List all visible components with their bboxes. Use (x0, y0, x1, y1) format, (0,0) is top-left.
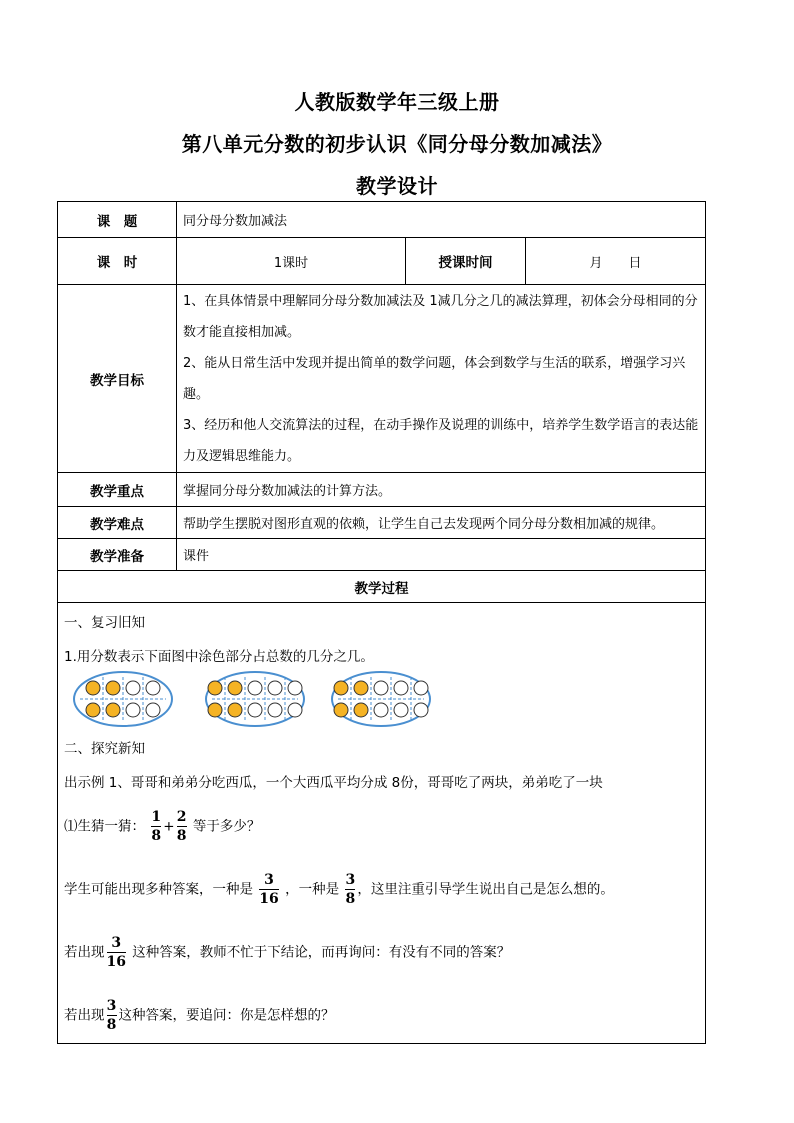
hours-value: 1课时 (177, 238, 406, 285)
empty-dot (414, 703, 428, 717)
case-text: 若出现 (64, 944, 105, 961)
answers-text: 学生可能出现多种答案，一种是 (64, 881, 253, 898)
doc-heading: 教学设计 (356, 174, 438, 198)
topic-label: 课 题 (58, 202, 177, 238)
time-value: 月 日 (526, 238, 706, 285)
empty-dot (374, 703, 388, 717)
time-label: 授课时间 (406, 238, 526, 285)
goal-item: 3、经历和他人交流算法的过程，在动手操作及说理的训练中，培养学生数学语言的表达能力及逻辑思维能力。 (183, 417, 699, 464)
answers-text: ，一种是 (285, 881, 340, 898)
review-heading: 一、复习旧知 (64, 615, 145, 631)
goal-item: 2、能从日常生活中发现并提出简单的数学问题，体会到数学与生活的联系，增强学习兴趣。 (183, 355, 686, 402)
key-label: 教学重点 (58, 473, 177, 507)
lesson-plan-table (57, 201, 706, 1044)
empty-dot (248, 681, 262, 695)
empty-dot (288, 681, 302, 695)
answers-text: ，这里注重引导学生说出自己是怎么想的。 (357, 881, 614, 898)
empty-dot (268, 703, 282, 717)
topic-value: 同分母分数加减法 (177, 202, 706, 238)
fraction: $\frac{1}{8}$ (151, 809, 162, 844)
empty-dot (146, 681, 160, 695)
empty-dot (126, 703, 140, 717)
fraction: $\frac{3}{16}$ (106, 935, 126, 970)
case-text: 这种答案，教师不忙于下结论，而再询问：有没有不同的答案？ (127, 944, 511, 961)
shaded-dot (208, 681, 222, 695)
goal-item: 1、在具体情景中理解同分母分数加减法及 1减几分之几的减法算理，初体会分母相同的分数才能直接相加减。 (183, 293, 698, 340)
empty-dot (126, 681, 140, 695)
shaded-dot (228, 703, 242, 717)
fraction: $\frac{2}{8}$ (176, 809, 187, 844)
shaded-dot (334, 681, 348, 695)
guess-suffix: 等于多少？ (192, 818, 261, 835)
fraction: $\frac{3}{16}$ (259, 872, 279, 907)
shaded-dot (106, 703, 120, 717)
review-question: 1.用分数表示下面图中涂色部分占总数的几分之几。 (64, 649, 374, 665)
key-value: 掌握同分母分数加减法的计算方法。 (177, 473, 706, 507)
case1-line (64, 935, 699, 970)
shaded-dot (106, 681, 120, 695)
case-text: 若出现 (64, 1007, 105, 1024)
dots-figure (72, 669, 452, 729)
empty-dot (248, 703, 262, 717)
answers-line (64, 872, 699, 907)
prep-label: 教学准备 (58, 539, 177, 571)
explore-heading: 二、探究新知 (64, 741, 145, 757)
example-text: 出示例 1、哥哥和弟弟分吃西瓜，一个大西瓜平均分成 8份，哥哥吃了两块，弟弟吃了一块 (64, 775, 603, 791)
difficulty-value: 帮助学生摆脱对图形直观的依赖，让学生自己去发现两个同分母分数相加减的规律。 (177, 507, 706, 539)
shaded-dot (334, 703, 348, 717)
fraction: $\frac{3}{8}$ (106, 998, 117, 1033)
shaded-dot (228, 681, 242, 695)
shaded-dot (208, 703, 222, 717)
empty-dot (414, 681, 428, 695)
doc-subtitle: 第八单元分数的初步认识《同分母分数加减法》 (181, 132, 613, 156)
empty-dot (374, 681, 388, 695)
goals-label: 教学目标 (58, 285, 177, 473)
hours-label: 课 时 (58, 238, 177, 285)
difficulty-label: 教学难点 (58, 507, 177, 539)
guess-prefix: ⑴生猜一猜： (64, 818, 145, 835)
doc-title: 人教版数学年三级上册 (294, 90, 500, 114)
empty-dot (288, 703, 302, 717)
case-text: 这种答案，要追问：你是怎样想的？ (118, 1007, 335, 1024)
shaded-dot (354, 681, 368, 695)
empty-dot (394, 681, 408, 695)
goals-list (177, 285, 706, 473)
empty-dot (146, 703, 160, 717)
shaded-dot (354, 703, 368, 717)
shaded-dot (86, 703, 100, 717)
shaded-dot (86, 681, 100, 695)
prep-value: 课件 (177, 539, 706, 571)
process-content (58, 603, 706, 1044)
process-label: 教学过程 (58, 571, 706, 603)
empty-dot (268, 681, 282, 695)
empty-dot (394, 703, 408, 717)
fraction-figure (64, 665, 699, 733)
plus-sign: + (163, 818, 175, 835)
fraction: $\frac{3}{8}$ (345, 872, 356, 907)
guess-line (64, 809, 699, 844)
case2-line (64, 998, 699, 1033)
